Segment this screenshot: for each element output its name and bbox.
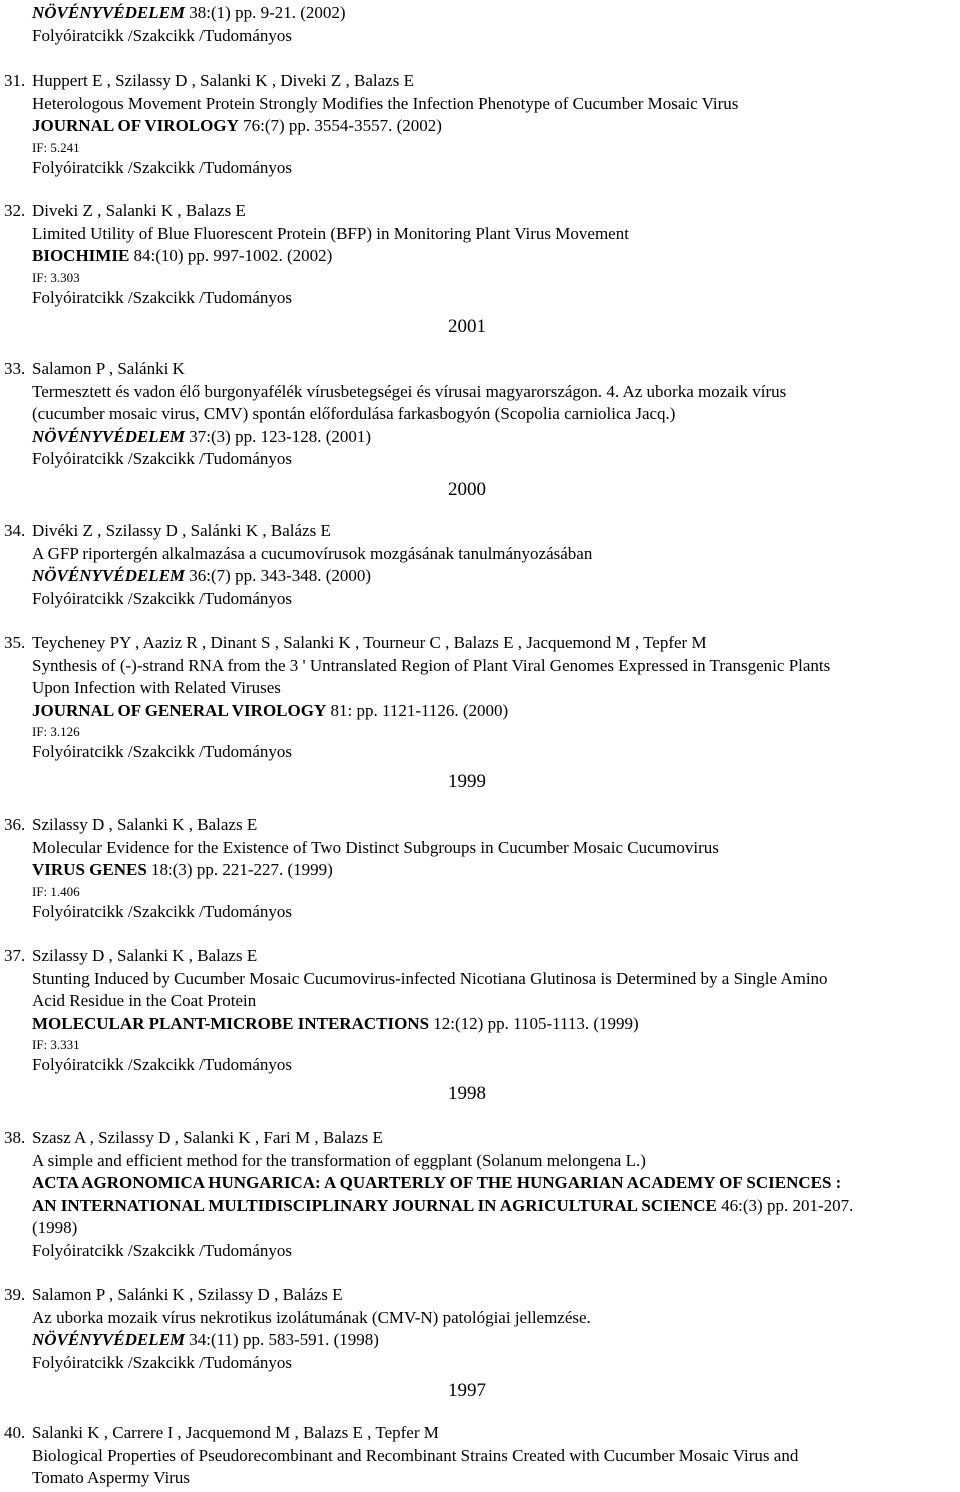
journal-name: NÖVÉNYVÉDELEM — [32, 3, 186, 22]
impact-factor: IF: 5.241 — [32, 139, 80, 155]
publication-type: Folyóiratcikk /Szakcikk /Tudományos — [32, 25, 293, 45]
year-heading: 1997 — [448, 1380, 486, 1401]
entry-33 — [4, 358, 956, 471]
year-heading: 1998 — [448, 1083, 486, 1104]
entry-authors: Szasz A , Szilassy D , Salanki K , Fari M , Balazs E — [32, 1128, 383, 1147]
journal-ref-year: (1998) — [32, 1218, 78, 1238]
publication-type: Folyóiratcikk /Szakcikk /Tudományos — [32, 1352, 293, 1372]
entry-35 — [4, 632, 956, 764]
journal-name: BIOCHIMIE — [32, 246, 130, 266]
entry-title: Az uborka mozaik vírus nekrotikus izolátumának (CMV-N) patológiai jellemzése. — [32, 1307, 591, 1327]
entry-title: A simple and efficient method for the transformation of eggplant (Solanum melongena L.) — [32, 1150, 646, 1170]
publication-type: Folyóiratcikk /Szakcikk /Tudományos — [32, 901, 293, 921]
entry-40 — [4, 1422, 956, 1490]
impact-factor: IF: 3.331 — [32, 1037, 80, 1053]
entry-number: 36. — [4, 815, 26, 834]
journal-name: NÖVÉNYVÉDELEM — [32, 566, 186, 586]
journal-ref: 34:(11) pp. 583-591. (1998) — [185, 1330, 379, 1350]
publication-type: Folyóiratcikk /Szakcikk /Tudományos — [32, 1240, 293, 1260]
entry-title-line-1: Biological Properties of Pseudorecombinant and Recombinant Strains Created with Cucumber Mosaic Virus and — [32, 1445, 799, 1465]
journal-name-line-1: ACTA AGRONOMICA HUNGARICA: A QUARTERLY OF THE HUNGARIAN ACADEMY OF SCIENCES : — [32, 1173, 842, 1193]
journal-ref: 37:(3) pp. 123-128. (2001) — [185, 426, 372, 446]
entry-title-line-1: Termesztett és vadon élő burgonyafélék vírusbetegségei és vírusai magyarországon. 4. Az uborka mozaik vírus — [32, 381, 787, 401]
entry-38 — [4, 1127, 956, 1263]
journal-ref: 84:(10) pp. 997-1002. (2002) — [129, 246, 333, 266]
journal-ref: 81: pp. 1121-1126. (2000) — [326, 700, 509, 720]
entry-number: 34. — [4, 521, 26, 540]
entry-32 — [4, 200, 956, 309]
impact-factor: IF: 1.406 — [32, 883, 80, 899]
impact-factor: IF: 3.126 — [32, 724, 80, 740]
journal-ref: 38:(1) pp. 9-21. (2002) — [185, 3, 346, 22]
entry-title: Limited Utility of Blue Fluorescent Protein (BFP) in Monitoring Plant Virus Movement — [32, 223, 629, 243]
entry-39 — [4, 1284, 956, 1374]
entry-30-tail — [32, 2, 956, 47]
entry-number: 38. — [4, 1128, 26, 1147]
journal-ref: 36:(7) pp. 343-348. (2000) — [185, 566, 372, 586]
publication-type: Folyóiratcikk /Szakcikk /Tudományos — [32, 588, 293, 608]
entry-title: Heterologous Movement Protein Strongly Modifies the Infection Phenotype of Cucumber Mosaic Virus — [32, 93, 739, 113]
publication-type: Folyóiratcikk /Szakcikk /Tudományos — [32, 742, 293, 762]
journal-ref: 18:(3) pp. 221-227. (1999) — [146, 860, 333, 880]
entry-34 — [4, 520, 956, 610]
entry-number: 31. — [4, 71, 26, 90]
journal-name: NÖVÉNYVÉDELEM — [32, 426, 186, 446]
entry-title: A GFP riportergén alkalmazása a cucumovírusok mozgásának tanulmányozásában — [32, 543, 593, 563]
impact-factor: IF: 3.303 — [32, 269, 80, 285]
entry-authors: Salamon P , Salánki K — [32, 359, 185, 378]
entry-title-line-2: Upon Infection with Related Viruses — [32, 678, 281, 698]
entry-number: 37. — [4, 946, 26, 965]
journal-name: VIRUS GENES — [32, 860, 147, 880]
entry-title: Molecular Evidence for the Existence of Two Distinct Subgroups in Cucumber Mosaic Cucumovirus — [32, 837, 719, 857]
entry-number: 33. — [4, 359, 26, 378]
entry-number: 35. — [4, 633, 26, 652]
entry-authors: Szilassy D , Salanki K , Balazs E — [32, 946, 258, 965]
entry-authors: Huppert E , Szilassy D , Salanki K , Diveki Z , Balazs E — [32, 71, 414, 90]
entry-title-line-2: Tomato Aspermy Virus — [32, 1468, 191, 1488]
year-heading: 2000 — [448, 479, 486, 500]
entry-authors: Divéki Z , Szilassy D , Salánki K , Balázs E — [32, 521, 331, 540]
journal-name: JOURNAL OF GENERAL VIROLOGY — [32, 700, 327, 720]
journal-name: MOLECULAR PLANT-MICROBE INTERACTIONS — [32, 1013, 430, 1033]
publication-type: Folyóiratcikk /Szakcikk /Tudományos — [32, 1055, 293, 1075]
entry-title-line-1: Stunting Induced by Cucumber Mosaic Cucumovirus-infected Nicotiana Glutinosa is Determined by a Single Amino — [32, 968, 828, 988]
entry-title-line-1: Synthesis of (-)-strand RNA from the 3 ' Untranslated Region of Plant Viral Genomes Expressed in Transgenic Plants — [32, 655, 831, 675]
entry-number: 39. — [4, 1285, 26, 1304]
entry-authors: Diveki Z , Salanki K , Balazs E — [32, 201, 246, 220]
entry-title-line-2: Acid Residue in the Coat Protein — [32, 991, 257, 1011]
journal-name: JOURNAL OF VIROLOGY — [32, 116, 239, 136]
journal-name: NÖVÉNYVÉDELEM — [32, 1330, 186, 1350]
entry-title-line-2: (cucumber mosaic virus, CMV) spontán előfordulása farkasbogyón (Scopolia carniolica Jacq.) — [32, 404, 676, 424]
entry-authors: Teycheney PY , Aaziz R , Dinant S , Salanki K , Tourneur C , Balazs E , Jacquemond M , Tepfer M — [32, 633, 707, 652]
entry-37 — [4, 945, 956, 1077]
publication-type: Folyóiratcikk /Szakcikk /Tudományos — [32, 157, 293, 177]
journal-ref: 76:(7) pp. 3554-3557. (2002) — [238, 116, 442, 136]
publication-type: Folyóiratcikk /Szakcikk /Tudományos — [32, 449, 293, 469]
journal-ref: 46:(3) pp. 201-207. — [716, 1195, 854, 1215]
entry-31 — [4, 70, 956, 179]
journal-ref: 12:(12) pp. 1105-1113. (1999) — [429, 1013, 639, 1033]
year-heading: 1999 — [448, 771, 486, 792]
journal-name-line-2: AN INTERNATIONAL MULTIDISCIPLINARY JOURNAL IN AGRICULTURAL SCIENCE — [32, 1195, 717, 1215]
entry-36 — [4, 814, 956, 923]
entry-number: 32. — [4, 201, 26, 220]
entry-authors: Salanki K , Carrere I , Jacquemond M , Balazs E , Tepfer M — [32, 1423, 439, 1442]
year-heading: 2001 — [448, 316, 486, 337]
entry-authors: Szilassy D , Salanki K , Balazs E — [32, 815, 258, 834]
publication-type: Folyóiratcikk /Szakcikk /Tudományos — [32, 287, 293, 307]
entry-authors: Salamon P , Salánki K , Szilassy D , Balázs E — [32, 1285, 343, 1304]
entry-number: 40. — [4, 1423, 26, 1442]
